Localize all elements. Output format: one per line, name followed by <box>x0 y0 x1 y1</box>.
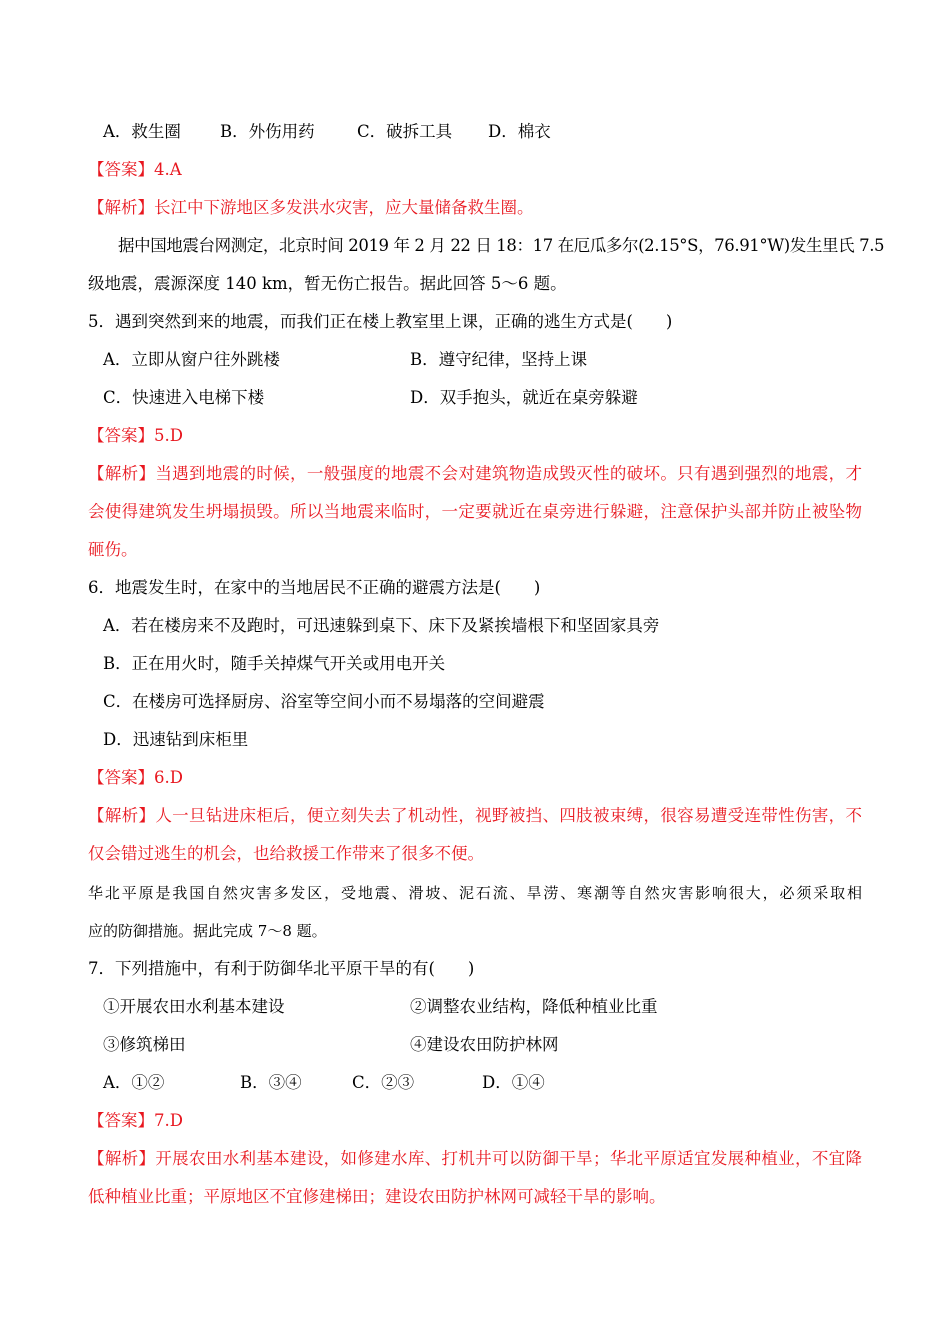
q6-analysis-line1 <box>88 805 862 827</box>
q4-answer <box>88 159 182 181</box>
analysis-label: 【解析】 <box>88 464 156 483</box>
q7-analysis-line1 <box>88 1148 862 1170</box>
q7-item-2: ②调整农业结构，降低种植业比重 <box>410 997 658 1016</box>
passage2-line1: 华北平原是我国自然灾害多发区，受地震、滑坡、泥石流、旱涝、寒潮等自然灾害影响很大，必须采取相 <box>88 884 862 902</box>
q5-analysis-line3: 砸伤。 <box>88 540 138 559</box>
q6-option-a: A．若在楼房来不及跑时，可迅速躲到桌下、床下及紧挨墙根下和坚固家具旁 <box>103 616 660 635</box>
q6-option-b: B．正在用火时，随手关掉煤气开关或用电开关 <box>103 654 446 673</box>
q7-item-1: ①开展农田水利基本建设 <box>103 997 285 1016</box>
q5-option-a: A．立即从窗户往外跳楼 <box>103 350 280 369</box>
q7-answer <box>88 1110 183 1132</box>
q7-stem: 7．下列措施中，有利于防御华北平原干旱的有( ) <box>88 959 475 978</box>
q5-stem: 5．遇到突然到来的地震，而我们正在楼上教室里上课，正确的逃生方式是( ) <box>88 312 673 331</box>
passage2-line2: 应的防御措施。据此完成 7～8 题。 <box>88 922 327 940</box>
q4-option-c: C．破拆工具 <box>357 122 453 141</box>
answer-label: 【答案】 <box>88 768 154 787</box>
answer-label: 【答案】 <box>88 160 154 179</box>
q7-analysis-line2: 低种植业比重；平原地区不宜修建梯田；建设农田防护林网可减轻干旱的影响。 <box>88 1187 666 1206</box>
analysis-text: 人一旦钻进床柜后，便立刻失去了机动性，视野被挡、四肢被束缚，很容易遭受连带性伤害，不 <box>155 806 863 825</box>
passage1-line2: 级地震，震源深度 140 km，暂无伤亡报告。据此回答 5～6 题。 <box>88 274 567 293</box>
answer-value: 4.A <box>154 160 182 179</box>
q4-option-d: D．棉衣 <box>488 122 551 141</box>
q7-option-d: D．①④ <box>482 1073 545 1092</box>
analysis-label: 【解析】 <box>88 806 156 825</box>
q5-analysis-line1 <box>88 463 862 485</box>
passage1-line1: 据中国地震台网测定，北京时间 2019 年 2 月 22 日 18：17 在厄瓜多尔(2.15°S，76.91°W)发生里氏 7.5 <box>118 236 885 255</box>
analysis-text: 长江中下游地区多发洪水灾害，应大量储备救生圈。 <box>154 198 534 217</box>
q6-answer <box>88 767 183 789</box>
q7-option-c: C．②③ <box>352 1073 415 1092</box>
q4-analysis <box>88 197 534 219</box>
q5-option-d: D．双手抱头，就近在桌旁躲避 <box>410 388 638 407</box>
q4-option-b: B．外伤用药 <box>220 122 315 141</box>
answer-value: 7.D <box>154 1111 183 1130</box>
q6-stem: 6．地震发生时，在家中的当地居民不正确的避震方法是( ) <box>88 578 541 597</box>
answer-value: 5.D <box>154 426 183 445</box>
q5-option-b: B．遵守纪律，坚持上课 <box>410 350 588 369</box>
analysis-label: 【解析】 <box>88 198 154 217</box>
q7-item-3: ③修筑梯田 <box>103 1035 186 1054</box>
analysis-text: 开展农田水利基本建设，如修建水库、打机井可以防御干旱；华北平原适宜发展种植业，不宜降 <box>155 1149 863 1168</box>
answer-value: 6.D <box>154 768 183 787</box>
q5-answer <box>88 425 183 447</box>
analysis-text: 当遇到地震的时候，一般强度的地震不会对建筑物造成毁灭性的破坏。只有遇到强烈的地震，才 <box>155 464 863 483</box>
answer-label: 【答案】 <box>88 1111 154 1130</box>
answer-label: 【答案】 <box>88 426 154 445</box>
q7-option-b: B．③④ <box>240 1073 302 1092</box>
q6-analysis-line2: 仅会错过逃生的机会，也给救援工作带来了很多不便。 <box>88 844 484 863</box>
analysis-label: 【解析】 <box>88 1149 156 1168</box>
q5-analysis-line2: 会使得建筑发生坍塌损毁。所以当地震来临时，一定要就近在桌旁进行躲避，注意保护头部并防止被坠物 <box>88 502 862 521</box>
q4-option-a: A．救生圈 <box>103 122 181 141</box>
q6-option-d: D．迅速钻到床柜里 <box>103 730 249 749</box>
q7-option-a: A．①② <box>103 1073 165 1092</box>
q7-item-4: ④建设农田防护林网 <box>410 1035 559 1054</box>
q6-option-c: C．在楼房可选择厨房、浴室等空间小而不易塌落的空间避震 <box>103 692 545 711</box>
q5-option-c: C．快速进入电梯下楼 <box>103 388 265 407</box>
